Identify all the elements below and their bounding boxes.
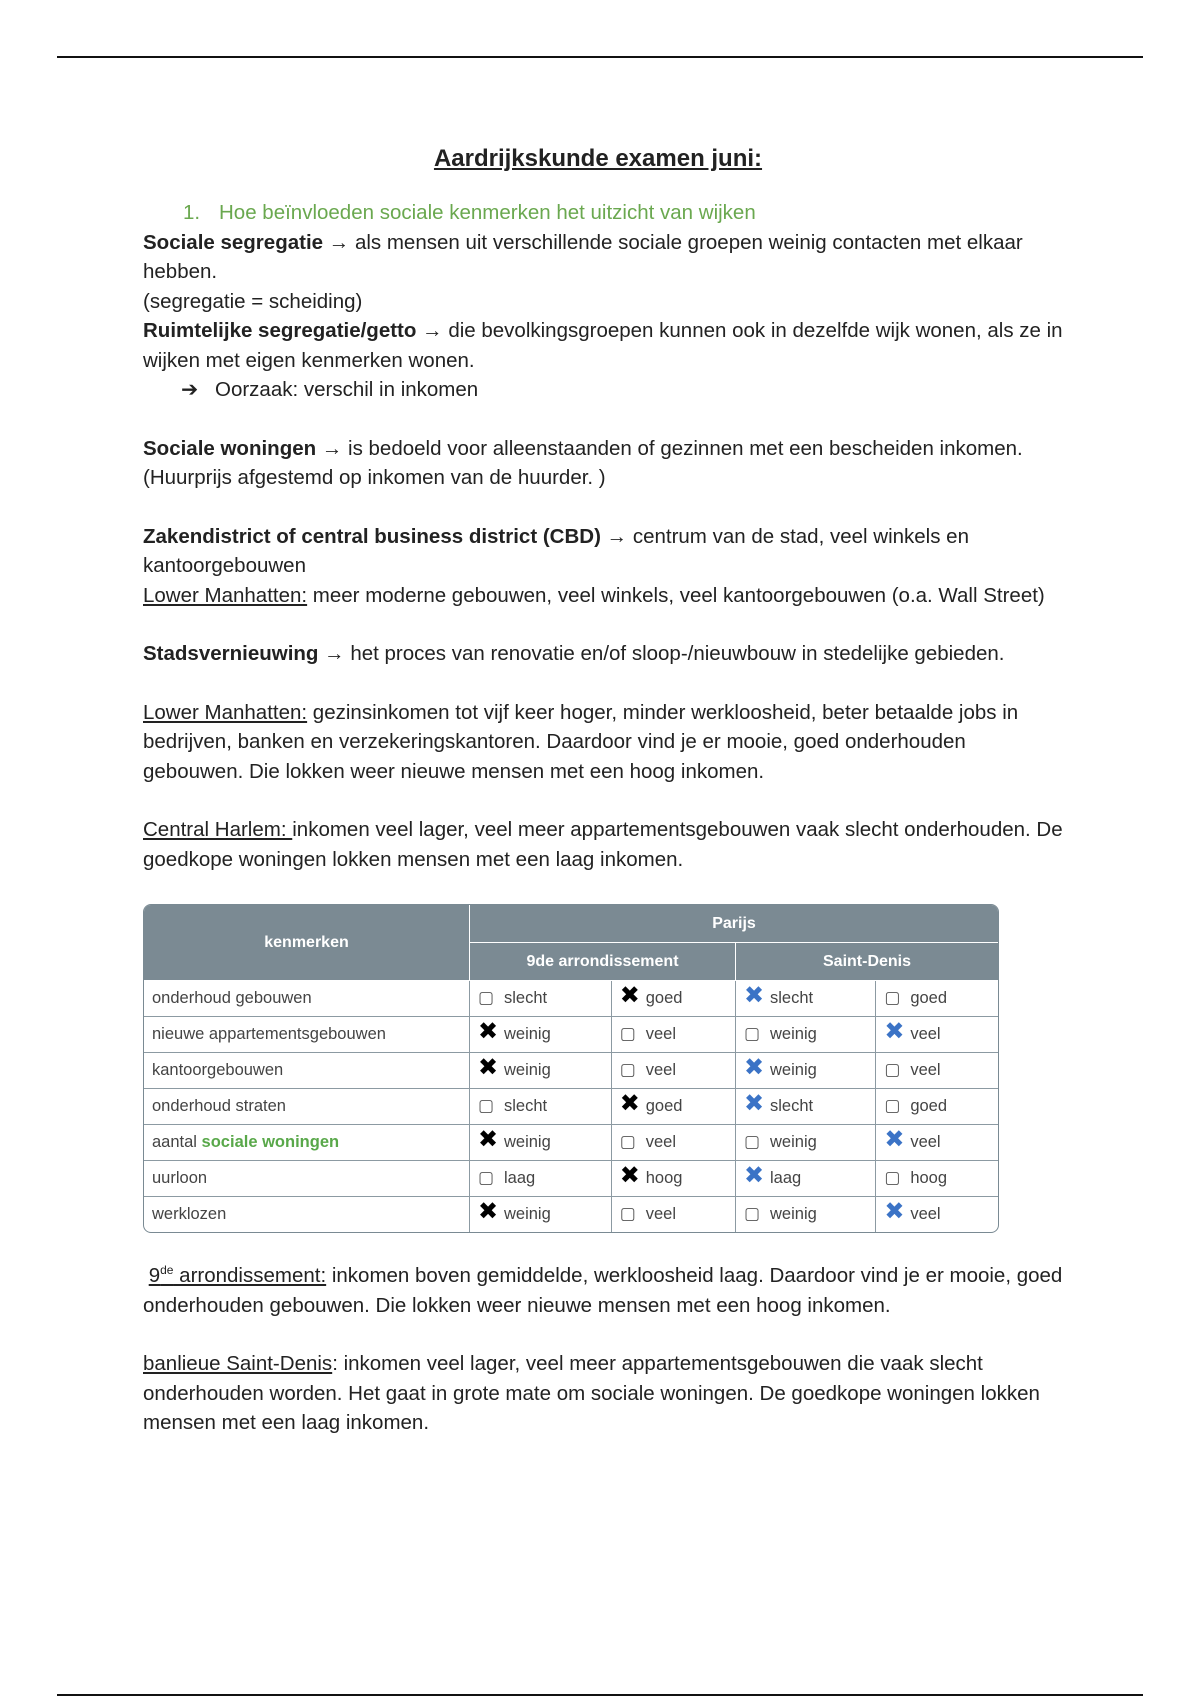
text-lower-manhatten-2: gezinsinkomen tot vijf keer hoger, minder werkloosheid, beter betaalde jobs in bedrijven, banken en verzekeringskantoren. Daardoor vind je er mooie, goed onderhouden gebouwen. Die lokken weer nieuwe mensen met een hoog inkomen. bbox=[143, 700, 1019, 783]
option-cell bbox=[470, 981, 612, 1017]
option-cell bbox=[876, 1053, 998, 1089]
checkbox-empty-icon: ▢ bbox=[478, 988, 495, 1008]
label-lower-manhatten-1: Lower Manhatten: bbox=[143, 583, 308, 607]
text-woningen: → is bedoeld voor alleenstaanden of gezinnen met een bescheiden inkomen. (Huurprijs afgestemd op inkomen van de huurder. ) bbox=[143, 436, 1023, 489]
option-label: hoog bbox=[645, 1168, 683, 1187]
table-row bbox=[144, 981, 998, 1017]
option-cell bbox=[876, 1125, 998, 1161]
option-label: slecht bbox=[770, 988, 814, 1007]
paragraph-lower-manhatten-1 bbox=[143, 581, 1063, 611]
table-row bbox=[144, 1053, 998, 1089]
row-label-highlight: sociale woningen bbox=[201, 1132, 340, 1151]
paragraph-stadsvernieuwing bbox=[143, 639, 1063, 669]
row-label-text: nieuwe appartementsgebouwen bbox=[152, 1024, 386, 1043]
checkbox-empty-icon: ▢ bbox=[744, 1204, 761, 1224]
paragraph-segregatie bbox=[143, 228, 1063, 287]
checkbox-crossed-icon: ✖ bbox=[884, 1125, 905, 1153]
option-cell bbox=[611, 1197, 735, 1233]
option-cell bbox=[470, 1017, 612, 1053]
option-label: slecht bbox=[504, 1097, 548, 1116]
arr9-label: arrondissement: bbox=[173, 1264, 327, 1287]
row-label-text: werklozen bbox=[152, 1204, 227, 1223]
row-label bbox=[144, 1017, 470, 1053]
option-label: laag bbox=[770, 1168, 802, 1187]
checkbox-crossed-icon: ✖ bbox=[744, 1053, 765, 1081]
option-label: weinig bbox=[504, 1024, 551, 1043]
arr9-superscript: de bbox=[160, 1263, 174, 1278]
text-lower-manhatten-1: meer moderne gebouwen, veel winkels, veel kantoorgebouwen (o.a. Wall Street) bbox=[307, 583, 1045, 607]
table-row bbox=[144, 1197, 998, 1233]
row-label-text: uurloon bbox=[152, 1168, 208, 1187]
row-label bbox=[144, 1053, 470, 1089]
checkbox-empty-icon: ▢ bbox=[619, 1132, 636, 1152]
option-cell bbox=[611, 1125, 735, 1161]
option-cell bbox=[736, 1053, 876, 1089]
page-title: Aardrijkskunde examen juni: bbox=[433, 145, 763, 172]
paragraph-9de-arrondissement bbox=[143, 1261, 1063, 1320]
option-label: slecht bbox=[504, 989, 548, 1008]
option-cell bbox=[876, 1197, 998, 1233]
checkbox-crossed-icon: ✖ bbox=[619, 1089, 640, 1117]
row-label bbox=[144, 981, 470, 1017]
table-body bbox=[144, 981, 998, 1233]
option-label: weinig bbox=[770, 1205, 817, 1224]
option-cell bbox=[736, 1017, 876, 1053]
row-label-text: onderhoud straten bbox=[152, 1096, 286, 1115]
option-label: weinig bbox=[504, 1132, 551, 1151]
option-label: goed bbox=[910, 989, 948, 1008]
checkbox-empty-icon: ▢ bbox=[478, 1168, 495, 1188]
checkbox-empty-icon: ▢ bbox=[619, 1024, 636, 1044]
row-label bbox=[144, 1125, 470, 1161]
option-label: veel bbox=[910, 1132, 941, 1151]
row-label-text: aantal bbox=[152, 1132, 202, 1151]
option-label: goed bbox=[645, 1096, 683, 1115]
checkbox-crossed-icon: ✖ bbox=[884, 1017, 905, 1045]
checkbox-crossed-icon: ✖ bbox=[478, 1125, 499, 1153]
checkbox-crossed-icon: ✖ bbox=[478, 1197, 499, 1225]
checkbox-empty-icon: ▢ bbox=[744, 1024, 761, 1044]
section-number: 1. bbox=[183, 201, 201, 224]
checkbox-crossed-icon: ✖ bbox=[744, 1089, 765, 1117]
option-label: goed bbox=[910, 1097, 948, 1116]
header-saint-denis: Saint-Denis bbox=[736, 943, 998, 981]
document-body bbox=[143, 140, 1063, 1438]
checkbox-empty-icon: ▢ bbox=[619, 1060, 636, 1080]
term-stadsvernieuwing: Stadsvernieuwing bbox=[143, 642, 319, 665]
paragraph-lower-manhatten-2 bbox=[143, 698, 1063, 787]
row-label-text: kantoorgebouwen bbox=[152, 1060, 284, 1079]
option-cell bbox=[736, 1089, 876, 1125]
option-label: veel bbox=[645, 1205, 676, 1224]
section-heading bbox=[143, 198, 1063, 228]
text-stadsvernieuwing: → het proces van renovatie en/of sloop-/nieuwbouw in stedelijke gebieden. bbox=[318, 642, 1005, 665]
row-label bbox=[144, 1161, 470, 1197]
table-row bbox=[144, 1125, 998, 1161]
option-cell bbox=[736, 1197, 876, 1233]
option-label: hoog bbox=[910, 1169, 948, 1188]
oorzaak-item bbox=[143, 375, 1063, 405]
label-saint-denis: banlieue Saint-Denis bbox=[143, 1352, 333, 1375]
paragraph-cbd bbox=[143, 522, 1063, 581]
term-woningen: Sociale woningen bbox=[143, 436, 317, 460]
text-saint-denis: : inkomen veel lager, veel meer appartementsgebouwen die vaak slecht onderhouden worden. Het gaat in grote mate om sociale woningen. De goedkope woningen lokken mensen met een laag inkomen. bbox=[143, 1352, 1040, 1434]
option-cell bbox=[611, 1089, 735, 1125]
option-cell bbox=[736, 981, 876, 1017]
option-cell bbox=[876, 981, 998, 1017]
checkbox-empty-icon: ▢ bbox=[744, 1132, 761, 1152]
segregatie-note: (segregatie = scheiding) bbox=[143, 289, 363, 313]
checkbox-empty-icon: ▢ bbox=[478, 1096, 495, 1116]
option-label: veel bbox=[910, 1024, 941, 1043]
checkbox-crossed-icon: ✖ bbox=[478, 1017, 499, 1045]
option-label: laag bbox=[504, 1169, 536, 1188]
paragraph-ruimtelijk bbox=[143, 316, 1063, 375]
checkbox-crossed-icon: ✖ bbox=[619, 1161, 640, 1189]
table-row bbox=[144, 1161, 998, 1197]
table-row bbox=[144, 1017, 998, 1053]
option-cell bbox=[876, 1017, 998, 1053]
text-segregatie: → als mensen uit verschillende sociale groepen weinig contacten met elkaar hebben. bbox=[143, 230, 1023, 283]
top-rule bbox=[57, 56, 1143, 58]
option-cell bbox=[736, 1161, 876, 1197]
text-ruimtelijk: → die bevolkingsgroepen kunnen ook in dezelfde wijk wonen, als ze in wijken met eigen kenmerken wonen. bbox=[143, 319, 1063, 372]
option-cell bbox=[470, 1197, 612, 1233]
term-ruimtelijk: Ruimtelijke segregatie/getto bbox=[143, 319, 417, 342]
checkbox-crossed-icon: ✖ bbox=[744, 1161, 765, 1189]
arrow-bullet-icon: ➔ bbox=[181, 378, 199, 401]
oorzaak-text: Oorzaak: verschil in inkomen bbox=[215, 378, 479, 401]
option-label: veel bbox=[910, 1204, 941, 1223]
checkbox-crossed-icon: ✖ bbox=[619, 981, 640, 1009]
label-central-harlem: Central Harlem: bbox=[143, 818, 293, 841]
text-9de-arrondissement: inkomen boven gemiddelde, werkloosheid laag. Daardoor vind je er mooie, goed onderhouden gebouwen. Die lokken weer nieuwe mensen met een hoog inkomen. bbox=[143, 1264, 1063, 1317]
option-label: weinig bbox=[770, 1060, 817, 1079]
checkbox-empty-icon: ▢ bbox=[884, 1060, 901, 1080]
checkbox-empty-icon: ▢ bbox=[619, 1204, 636, 1224]
option-cell bbox=[876, 1161, 998, 1197]
row-label bbox=[144, 1197, 470, 1233]
section-heading-text: Hoe beïnvloeden sociale kenmerken het uitzicht van wijken bbox=[219, 201, 756, 224]
checkbox-empty-icon: ▢ bbox=[884, 1168, 901, 1188]
option-label: weinig bbox=[770, 1133, 817, 1152]
kenmerken-table bbox=[143, 904, 999, 1233]
option-cell bbox=[470, 1053, 612, 1089]
checkbox-empty-icon: ▢ bbox=[884, 1096, 901, 1116]
option-cell bbox=[611, 1017, 735, 1053]
checkbox-crossed-icon: ✖ bbox=[744, 981, 765, 1009]
bottom-rule bbox=[57, 1694, 1143, 1696]
option-cell bbox=[611, 981, 735, 1017]
text-central-harlem: inkomen veel lager, veel meer appartementsgebouwen vaak slecht onderhouden. De goedkope woningen lokken mensen met een laag inkomen. bbox=[143, 818, 1063, 871]
arr9-number: 9 bbox=[148, 1264, 161, 1287]
option-cell bbox=[470, 1125, 612, 1161]
option-cell bbox=[470, 1089, 612, 1125]
option-label: weinig bbox=[770, 1025, 817, 1044]
option-cell bbox=[470, 1161, 612, 1197]
term-segregatie: Sociale segregatie bbox=[143, 230, 324, 254]
text-cbd: → centrum van de stad, veel winkels en kantoorgebouwen bbox=[143, 524, 969, 577]
checkbox-crossed-icon: ✖ bbox=[478, 1053, 499, 1081]
option-label: slecht bbox=[770, 1096, 814, 1115]
checkbox-empty-icon: ▢ bbox=[884, 988, 901, 1008]
paragraph-central-harlem bbox=[143, 815, 1063, 874]
header-9de-arrondissement: 9de arrondissement bbox=[470, 943, 736, 981]
table-row bbox=[144, 1089, 998, 1125]
option-cell bbox=[736, 1125, 876, 1161]
option-cell bbox=[611, 1053, 735, 1089]
option-cell bbox=[876, 1089, 998, 1125]
option-label: veel bbox=[910, 1061, 941, 1080]
option-label: veel bbox=[645, 1133, 676, 1152]
option-label: veel bbox=[645, 1025, 676, 1044]
paragraph-saint-denis bbox=[143, 1349, 1063, 1438]
term-cbd: Zakendistrict of central business district (CBD) bbox=[143, 524, 601, 548]
header-kenmerken: kenmerken bbox=[144, 905, 470, 981]
option-label: weinig bbox=[504, 1204, 551, 1223]
option-label: veel bbox=[645, 1061, 676, 1080]
checkbox-crossed-icon: ✖ bbox=[884, 1197, 905, 1225]
paragraph-woningen bbox=[143, 434, 1063, 493]
row-label-text: onderhoud gebouwen bbox=[152, 988, 312, 1007]
option-label: weinig bbox=[504, 1060, 551, 1079]
label-9de-arrondissement bbox=[149, 1264, 326, 1287]
option-cell bbox=[611, 1161, 735, 1197]
row-label bbox=[144, 1089, 470, 1125]
header-parijs: Parijs bbox=[470, 905, 999, 943]
label-lower-manhatten-2: Lower Manhatten: bbox=[143, 700, 308, 724]
option-label: goed bbox=[645, 988, 683, 1007]
